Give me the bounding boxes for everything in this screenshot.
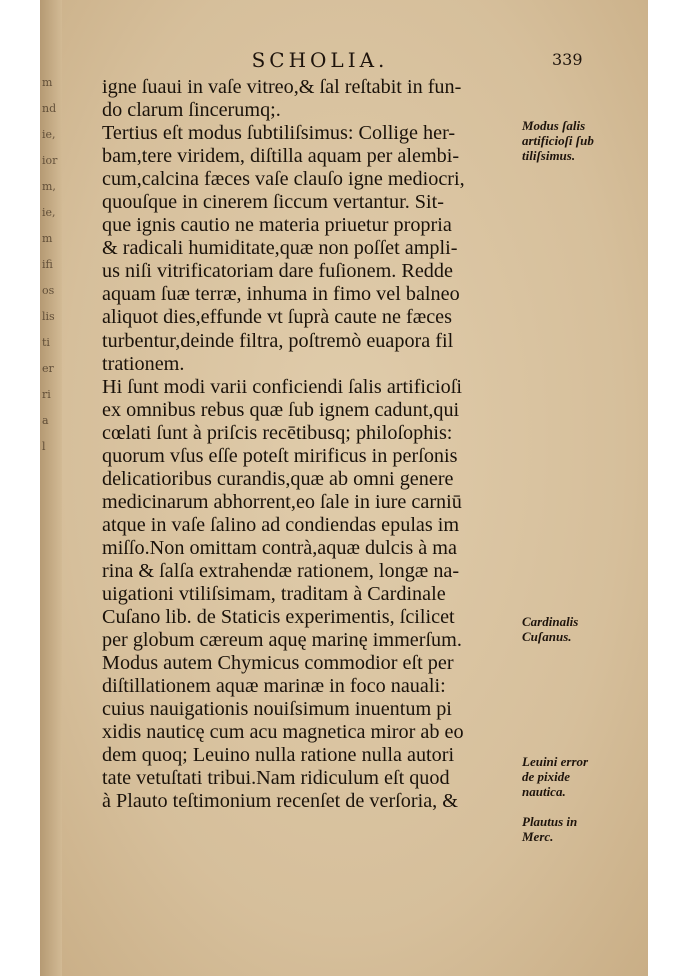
text-line: quorum vſus eſſe poteſt mirificus in perſonis <box>102 444 458 467</box>
text-line: tate vetuſtati tribui.Nam ridiculum eſt quod <box>102 767 450 790</box>
bleed-mark: ior <box>42 154 58 167</box>
text-line: bam,tere viridem, diſtilla aquam per alembi- <box>102 145 460 168</box>
text-line: aquam ſuæ terræ, inhuma in fimo vel balneo <box>102 283 460 306</box>
text-line: aliquot dies,effunde vt ſuprà caute ne fæces <box>102 306 452 329</box>
bleed-mark: os <box>42 284 55 297</box>
facing-page-bleed <box>42 70 56 460</box>
text-line: per globum cæreum aquę marinę immerſum. <box>102 629 462 652</box>
bleed-mark: ie, <box>42 206 56 219</box>
bleed-mark: nd <box>42 102 57 115</box>
note-line: Cuſanus. <box>522 629 572 644</box>
margin-note-leuini-error <box>522 754 640 799</box>
bleed-mark: ifi <box>42 258 53 271</box>
bleed-mark: a <box>42 414 49 427</box>
note-line: nautica. <box>522 784 566 799</box>
margin-note-modus-salis <box>522 118 640 163</box>
page-number: 339 <box>552 50 583 69</box>
text-line: cum,calcina fæces vaſe clauſo igne mediocri, <box>102 168 465 191</box>
bleed-mark: er <box>42 362 54 375</box>
margin-note-plautus <box>522 814 640 844</box>
text-line: atque in vaſe ſalino ad condiendas epulas im <box>102 513 460 536</box>
text-line: delicatioribus curandis,quæ ab omni genere <box>102 467 454 490</box>
text-line: diſtillationem aquæ marinæ in foco nauali: <box>102 675 446 698</box>
book-page <box>40 0 648 976</box>
bleed-mark: m <box>42 76 53 89</box>
bleed-mark: ti <box>42 336 50 349</box>
note-line: Leuini error <box>522 754 589 769</box>
body-text <box>102 76 542 814</box>
text-line: trationem. <box>102 352 185 375</box>
text-line: Modus autem Chymicus commodior eſt per <box>102 652 454 675</box>
bleed-mark: ie, <box>42 128 56 141</box>
text-line: à Plauto teſtimonium recenſet de verſoria, & <box>102 790 458 813</box>
note-line: Modus ſalis <box>522 118 586 133</box>
text-line: quouſque in cinerem ſiccum vertantur. Sit- <box>102 191 444 214</box>
text-line: uigationi vtiliſsimam, traditam à Cardinale <box>102 583 446 606</box>
text-line: Tertius eſt modus ſubtiliſsimus: Collige her- <box>102 122 456 145</box>
bleed-mark: lis <box>42 310 55 323</box>
text-line: xidis nauticę cum acu magnetica miror ab eo <box>102 721 464 744</box>
note-line: Plautus in <box>522 814 578 829</box>
note-line: tiliſsimus. <box>522 148 576 163</box>
note-line: Merc. <box>522 829 554 844</box>
text-line: Cuſano lib. de Staticis experimentis, ſcilicet <box>102 606 455 629</box>
note-line: de pixide <box>522 769 571 784</box>
text-line: us niſi vitrificatoriam dare fuſionem. Redde <box>102 260 453 283</box>
text-line: medicinarum abhorrent,eo ſale in iure carniū <box>102 490 462 513</box>
text-line: miſſo.Non omittam contrà,aquæ dulcis à ma <box>102 536 457 559</box>
note-line: artificioſi ſub <box>522 133 594 148</box>
text-line: turbentur,deinde filtra, poſtremò euapora fil <box>102 329 454 352</box>
text-line: ex omnibus rebus quæ ſub ignem cadunt,qui <box>102 398 460 421</box>
bleed-mark: m <box>42 232 53 245</box>
margin-note-cardinalis <box>522 614 640 644</box>
text-line: & radicali humiditate,quæ non poſſet ampli- <box>102 237 458 260</box>
text-line: dem quoq; Leuino nulla ratione nulla autori <box>102 744 455 767</box>
text-line: rina & ſalſa extrahendæ rationem, longæ na- <box>102 559 460 582</box>
text-line: cœlati ſunt à priſcis recētibusq; philoſophis: <box>102 421 453 444</box>
running-head: SCHOLIA. <box>251 48 389 72</box>
text-line: que ignis cautio ne materia priuetur propria <box>102 214 452 237</box>
bleed-mark: m, <box>42 180 56 193</box>
text-line: do clarum ſincerumq;. <box>102 99 281 122</box>
text-line: Hi ſunt modi varii conficiendi ſalis artificioſi <box>102 375 462 398</box>
text-line: igne ſuaui in vaſe vitreo,& ſal reſtabit in fun- <box>102 76 462 98</box>
bleed-mark: ri <box>42 388 51 401</box>
note-line: Cardinalis <box>522 614 579 629</box>
bleed-mark: l <box>42 440 46 453</box>
text-line: cuius nauigationis nouiſsimum inuentum pi <box>102 698 452 721</box>
